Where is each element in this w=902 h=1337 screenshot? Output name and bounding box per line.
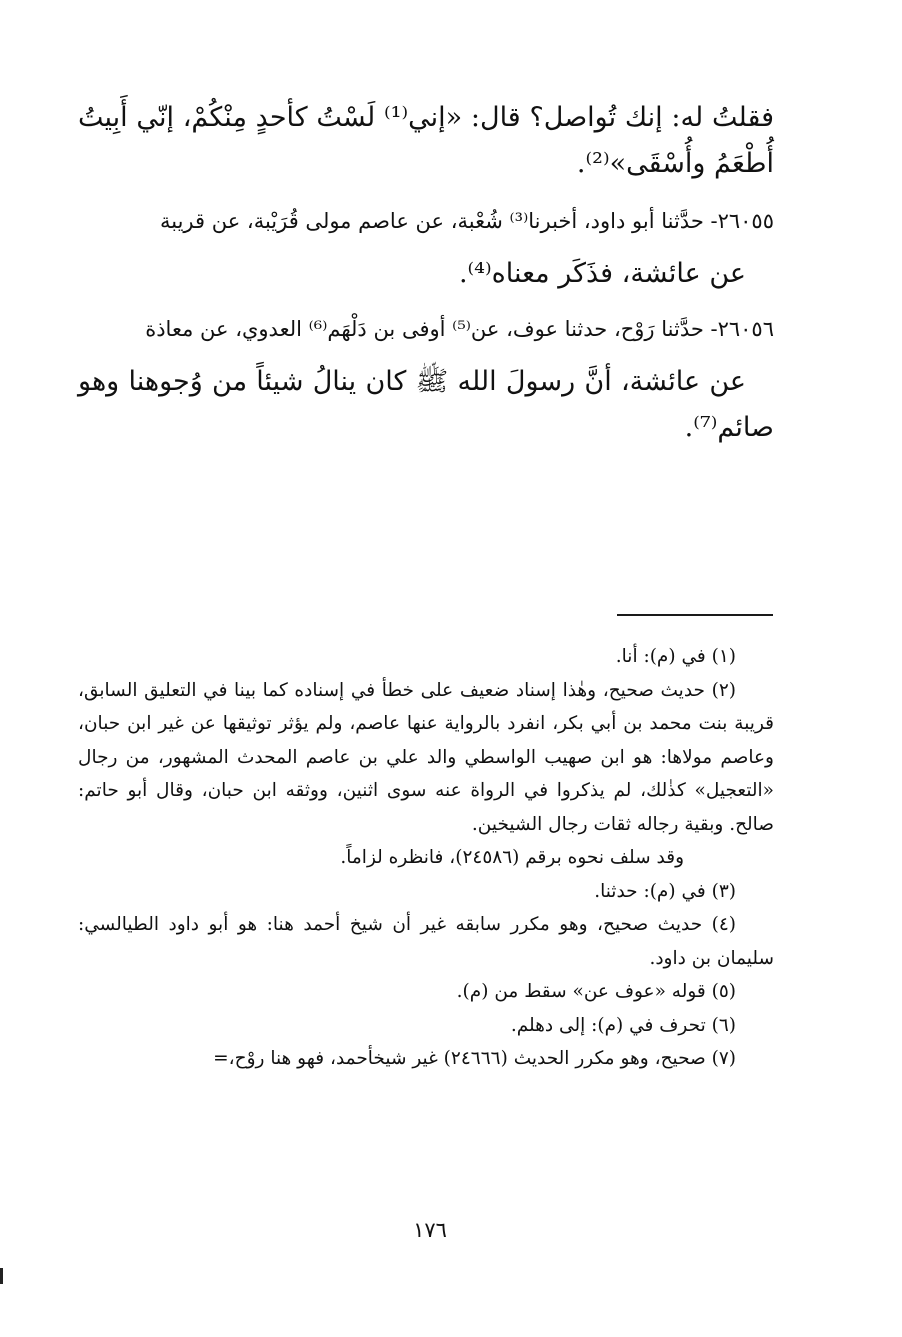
margin-mark (0, 1268, 3, 1284)
footnote-2: (٢) حديث صحيح، وهٰذا إسناد ضعيف على خطأ في إسناده كما بينا في التعليق السابق، قريبة بنت محمد بن أبي بكر، انفرد بالرواية عنها عاصم، ولم يؤثر توثيقها عن غير ابن حبان، وعاصم مولاها: هو ابن صهيب الواسطي والد علي بن عاصم المحدث المشهور، من رجال «التعجيل» كذٰلك، لم يذكروا في الرواة عنه سوى اثنين، ووثقه ابن حبان، وقال أبو حاتم: صالح. وبقية رجاله ثقات رجال الشيخين. (78, 679, 774, 835)
hadith-26056-text: عن عائشة، أنَّ رسولَ الله ﷺ كان ينالُ شيئاً من وُجوهنا وهو صائم⁽⁷⁾. (78, 366, 774, 443)
footnote-1: (١) في (م): أنا. (615, 646, 736, 667)
footnote-3: (٣) في (م): حدثنا. (594, 880, 736, 902)
footnote-7: (٧) صحيح، وهو مكرر الحديث (٢٤٦٦٦) غير شيخأحمد، فهو هنا روْح،= (213, 1048, 736, 1069)
footnote-5: (٥) قوله «عوف عن» سقط من (م). (456, 981, 736, 1002)
footnote-separator (617, 614, 773, 616)
footnote-4: (٤) حديث صحيح، وهو مكرر سابقه غير أن شيخ أحمد هنا: هو أبو داود الطيالسي: سليمان بن داود. (78, 914, 774, 969)
hadith-26055-text: عن عائشة، فذَكَر معناه⁽⁴⁾. (458, 258, 746, 289)
page-number: ١٧٦ (413, 1218, 447, 1242)
footnote-2-continuation: وقد سلف نحوه برقم (٢٤٥٨٦)، فانظره لزاماً. (340, 847, 684, 868)
footnotes (78, 640, 774, 1076)
hadith-26055-chain: ٢٦٠٥٥- حدَّثنا أبو داود، أخبرنا⁽³⁾ شُعْبة، عن عاصم مولى قُرَيْبة، عن قريبة (159, 209, 774, 233)
footnote-6: (٦) تحرف في (م): إلى دهلم. (510, 1014, 736, 1036)
hadith-26056-chain: ٢٦٠٥٦- حدَّثنا رَوْح، حدثنا عوف، عن⁽⁵⁾ أوفى بن دَلْهَم⁽⁶⁾ العدوي، عن معاذة (145, 317, 774, 341)
main-paragraph-1: فقلتُ له: إنك تُواصل؟ قال: «إني⁽¹⁾ لَسْتُ كأحدٍ مِنْكُمْ، إنّي أَبِيتُ أُطْعَمُ وأُسْقَى»⁽²⁾. (78, 102, 775, 179)
main-text (78, 95, 774, 463)
